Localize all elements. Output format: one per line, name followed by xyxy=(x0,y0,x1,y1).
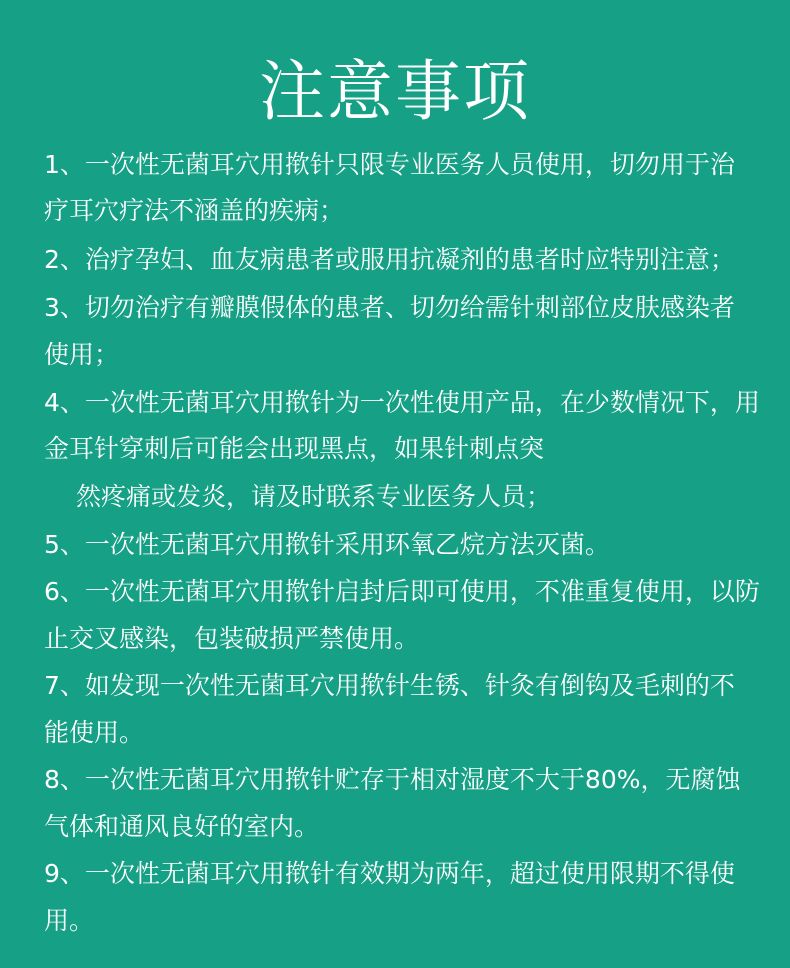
notice-line: 9、一次性无菌耳穴用揿针有效期为两年，超过使用限期不得使 xyxy=(44,859,735,888)
notice-line: 8、一次性无菌耳穴用揿针贮存于相对湿度不大于80%，无腐蚀 xyxy=(44,765,741,794)
notice-line: 止交叉感染，包装破损严禁使用。 xyxy=(44,624,420,653)
notice-line: 6、一次性无菌耳穴用揿针启封后即可使用，不准重复使用，以防 xyxy=(44,577,760,606)
notice-line: 用。 xyxy=(44,906,95,935)
notice-line: 5、一次性无菌耳穴用揿针采用环氧乙烷方法灭菌。 xyxy=(44,530,610,559)
notice-line: 7、如发现一次性无菌耳穴用揿针生锈、针灸有倒钩及毛刺的不 xyxy=(44,671,735,700)
notice-line: 金耳针穿刺后可能会出现黑点，如果针刺点突 xyxy=(44,434,545,463)
notice-line: 疗耳穴疗法不涵盖的疾病； xyxy=(44,196,345,225)
notice-line: 能使用。 xyxy=(44,718,145,747)
notice-line: 2、治疗孕妇、血友病患者或服用抗凝剂的患者时应特别注意； xyxy=(44,245,735,274)
page-title: 注意事项 xyxy=(259,53,531,130)
notice-line: 1、一次性无菌耳穴用揿针只限专业医务人员使用，切勿用于治 xyxy=(44,150,735,179)
notice-line: 然疼痛或发炎，请及时联系专业医务人员； xyxy=(76,482,552,511)
notice-line: 3、切勿治疗有瓣膜假体的患者、切勿给需针刺部位皮肤感染者 xyxy=(44,293,735,322)
notice-line: 气体和通风良好的室内。 xyxy=(44,812,320,841)
notice-line: 使用； xyxy=(44,340,120,369)
notice-line: 4、一次性无菌耳穴用揿针为一次性使用产品，在少数情况下，用 xyxy=(44,388,760,417)
